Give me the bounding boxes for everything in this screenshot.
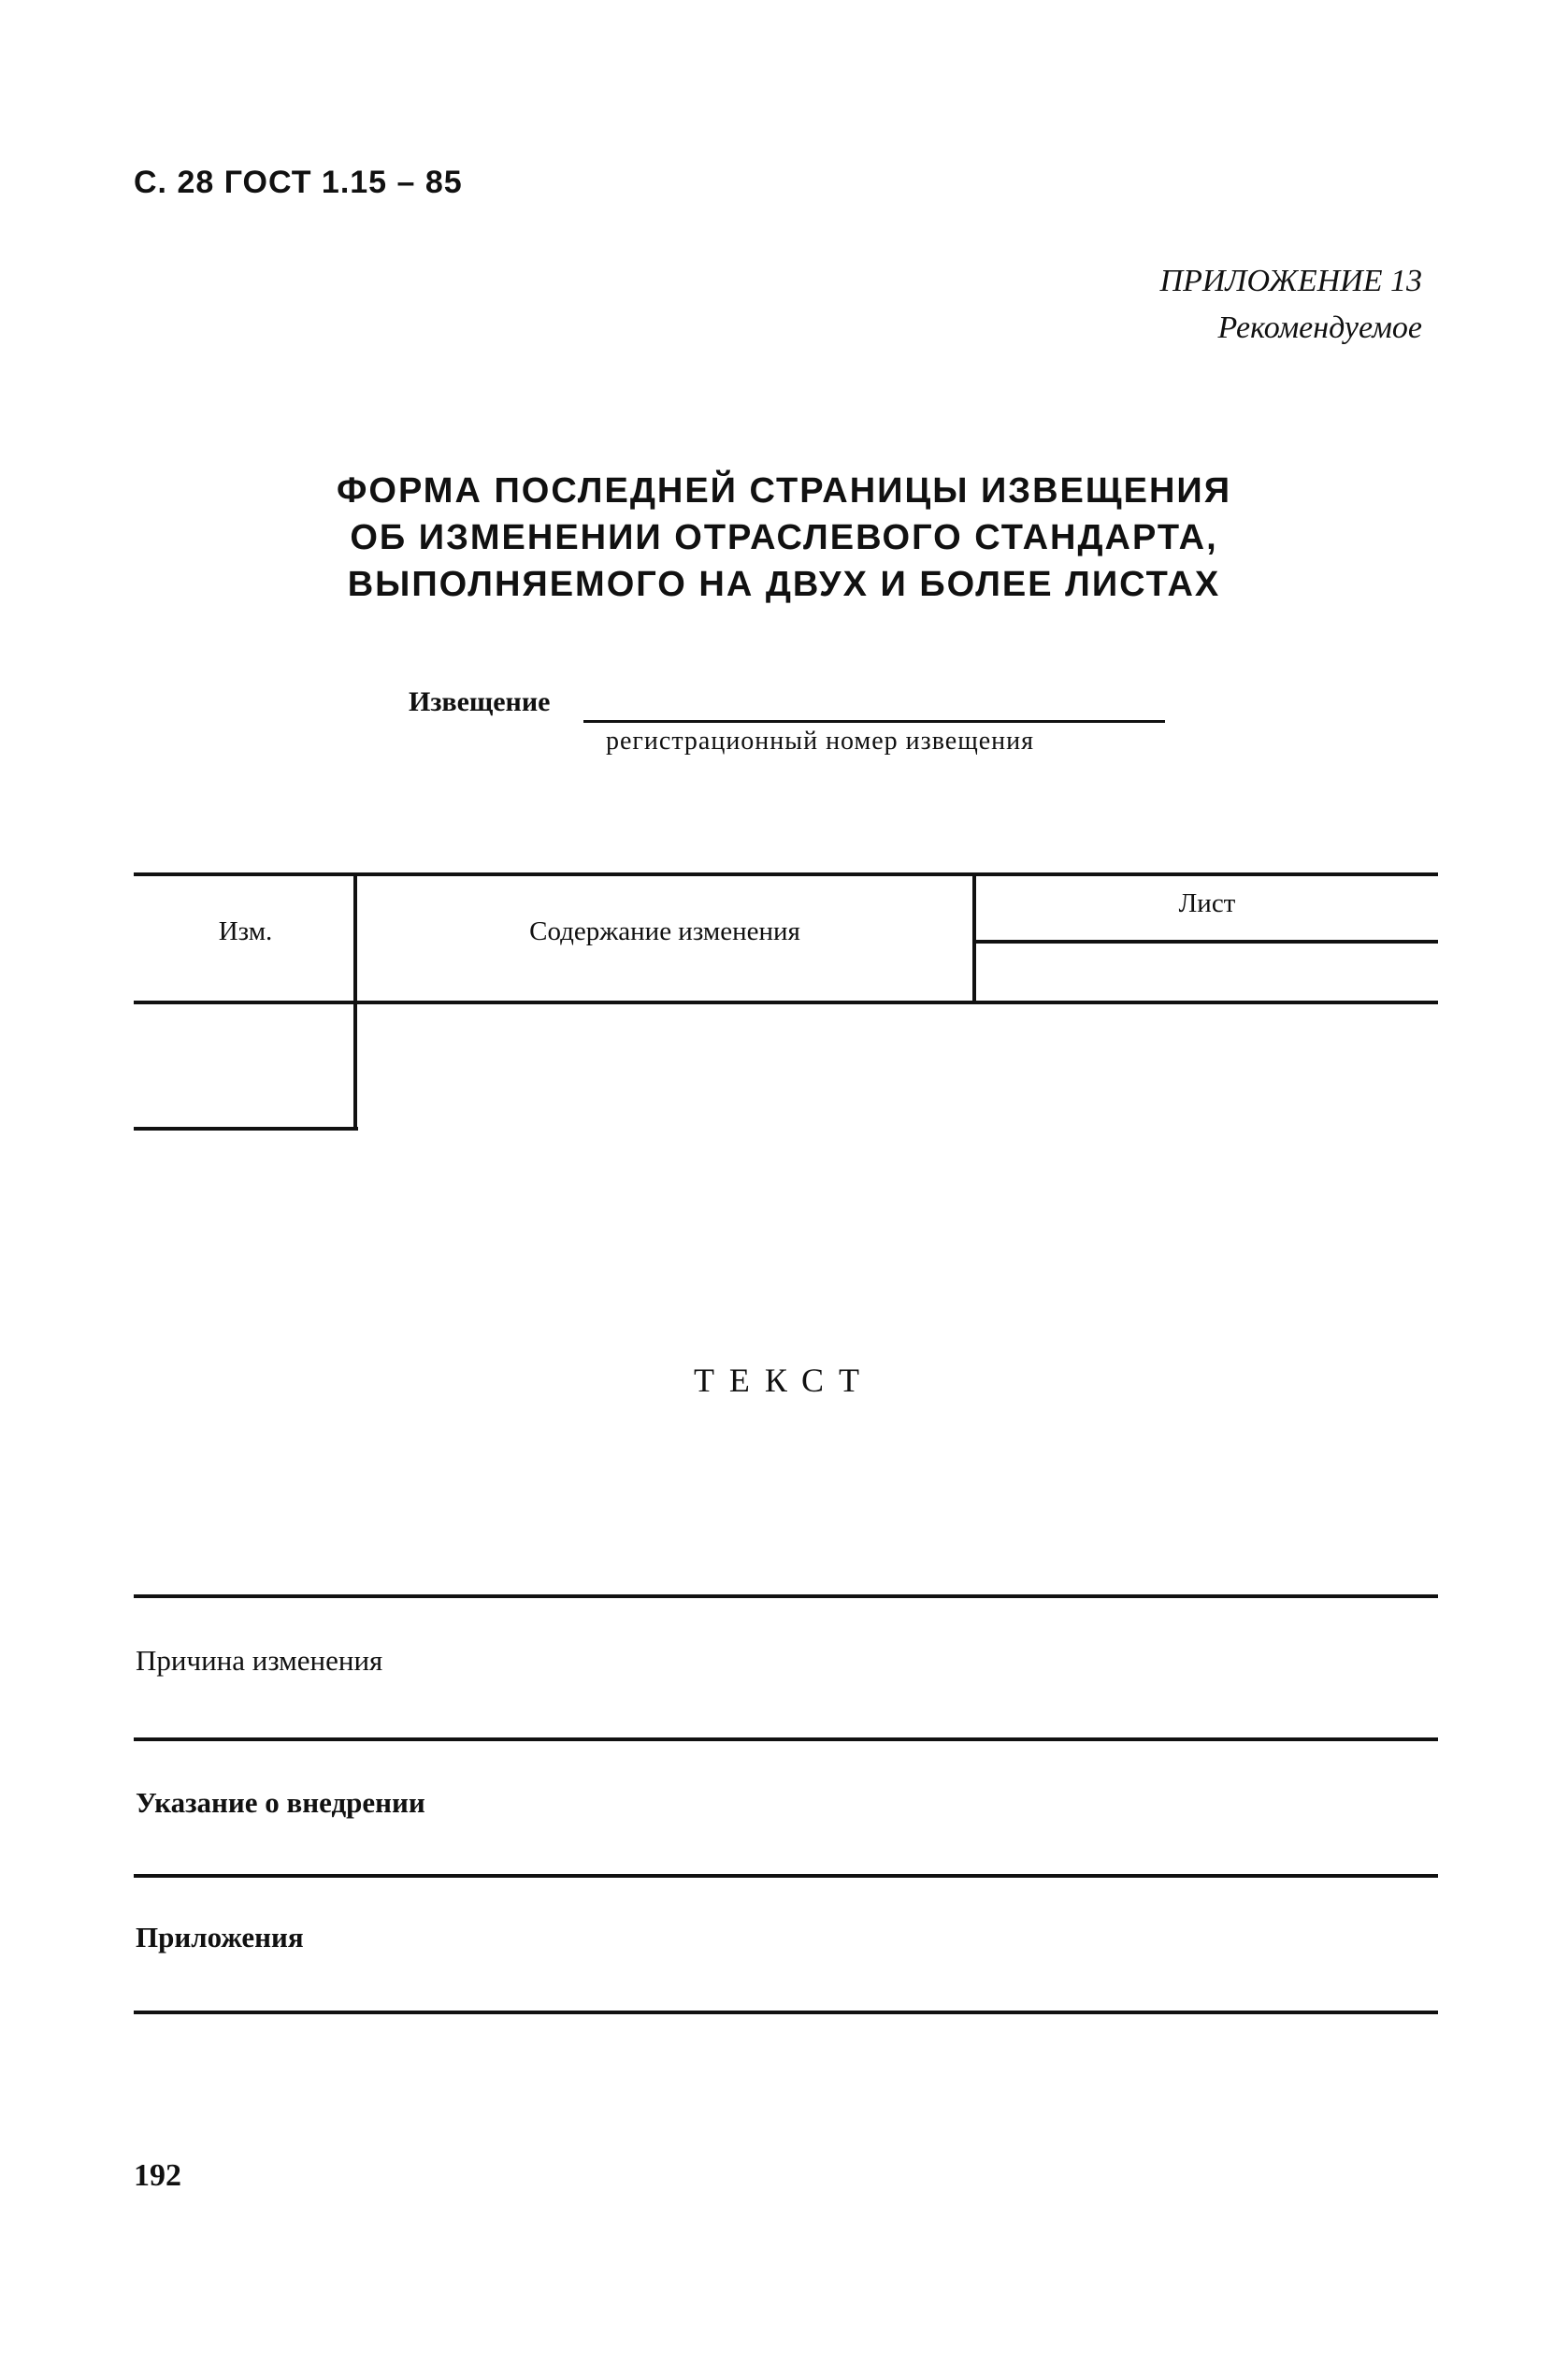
column-header-sheet: Лист [1178,888,1236,918]
notice-caption: регистрационный номер извещения [606,727,1035,756]
section-divider [134,1737,1438,1741]
page-header: С. 28 ГОСТ 1.15 – 85 [134,165,463,200]
section-divider [134,1594,1438,1598]
page-number: 192 [134,2158,181,2193]
title-line: ВЫПОЛНЯЕМОГО НА ДВУХ И БОЛЕЕ ЛИСТАХ [347,565,1221,604]
sheet-number-cell[interactable] [978,945,1436,1000]
section-divider [134,1874,1438,1878]
title-line: ФОРМА ПОСЛЕДНЕЙ СТРАНИЦЫ ИЗВЕЩЕНИЯ [336,471,1232,511]
change-no-cell[interactable] [136,1006,352,1126]
section-reason-label: Причина изменения [136,1644,383,1677]
section-implementation-label: Указание о внедрении [136,1786,425,1819]
title-line: ОБ ИЗМЕНЕНИИ ОТРАСЛЕВОГО СТАНДАРТА, [350,518,1218,557]
appendix-status: Рекомендуемое [1217,310,1422,345]
notice-number-field[interactable] [583,720,1165,723]
appendix-marker [1160,258,1422,352]
form-title [0,468,1568,608]
section-divider [134,2011,1438,2014]
sheet-subdivider [972,940,1438,944]
table-header-bottom-border [134,1001,1438,1004]
notice-label: Извещение [409,686,551,717]
table-first-column-bottom [134,1127,358,1131]
appendix-label: ПРИЛОЖЕНИЕ 13 [1159,264,1422,298]
column-header-content: Содержание изменения [529,916,800,946]
table-divider-1 [353,872,357,1131]
body-text-placeholder: ТЕКСТ [693,1362,875,1399]
table-top-border [134,872,1438,876]
section-attachments-label: Приложения [136,1921,304,1953]
column-header-change-no: Изм. [218,916,273,946]
